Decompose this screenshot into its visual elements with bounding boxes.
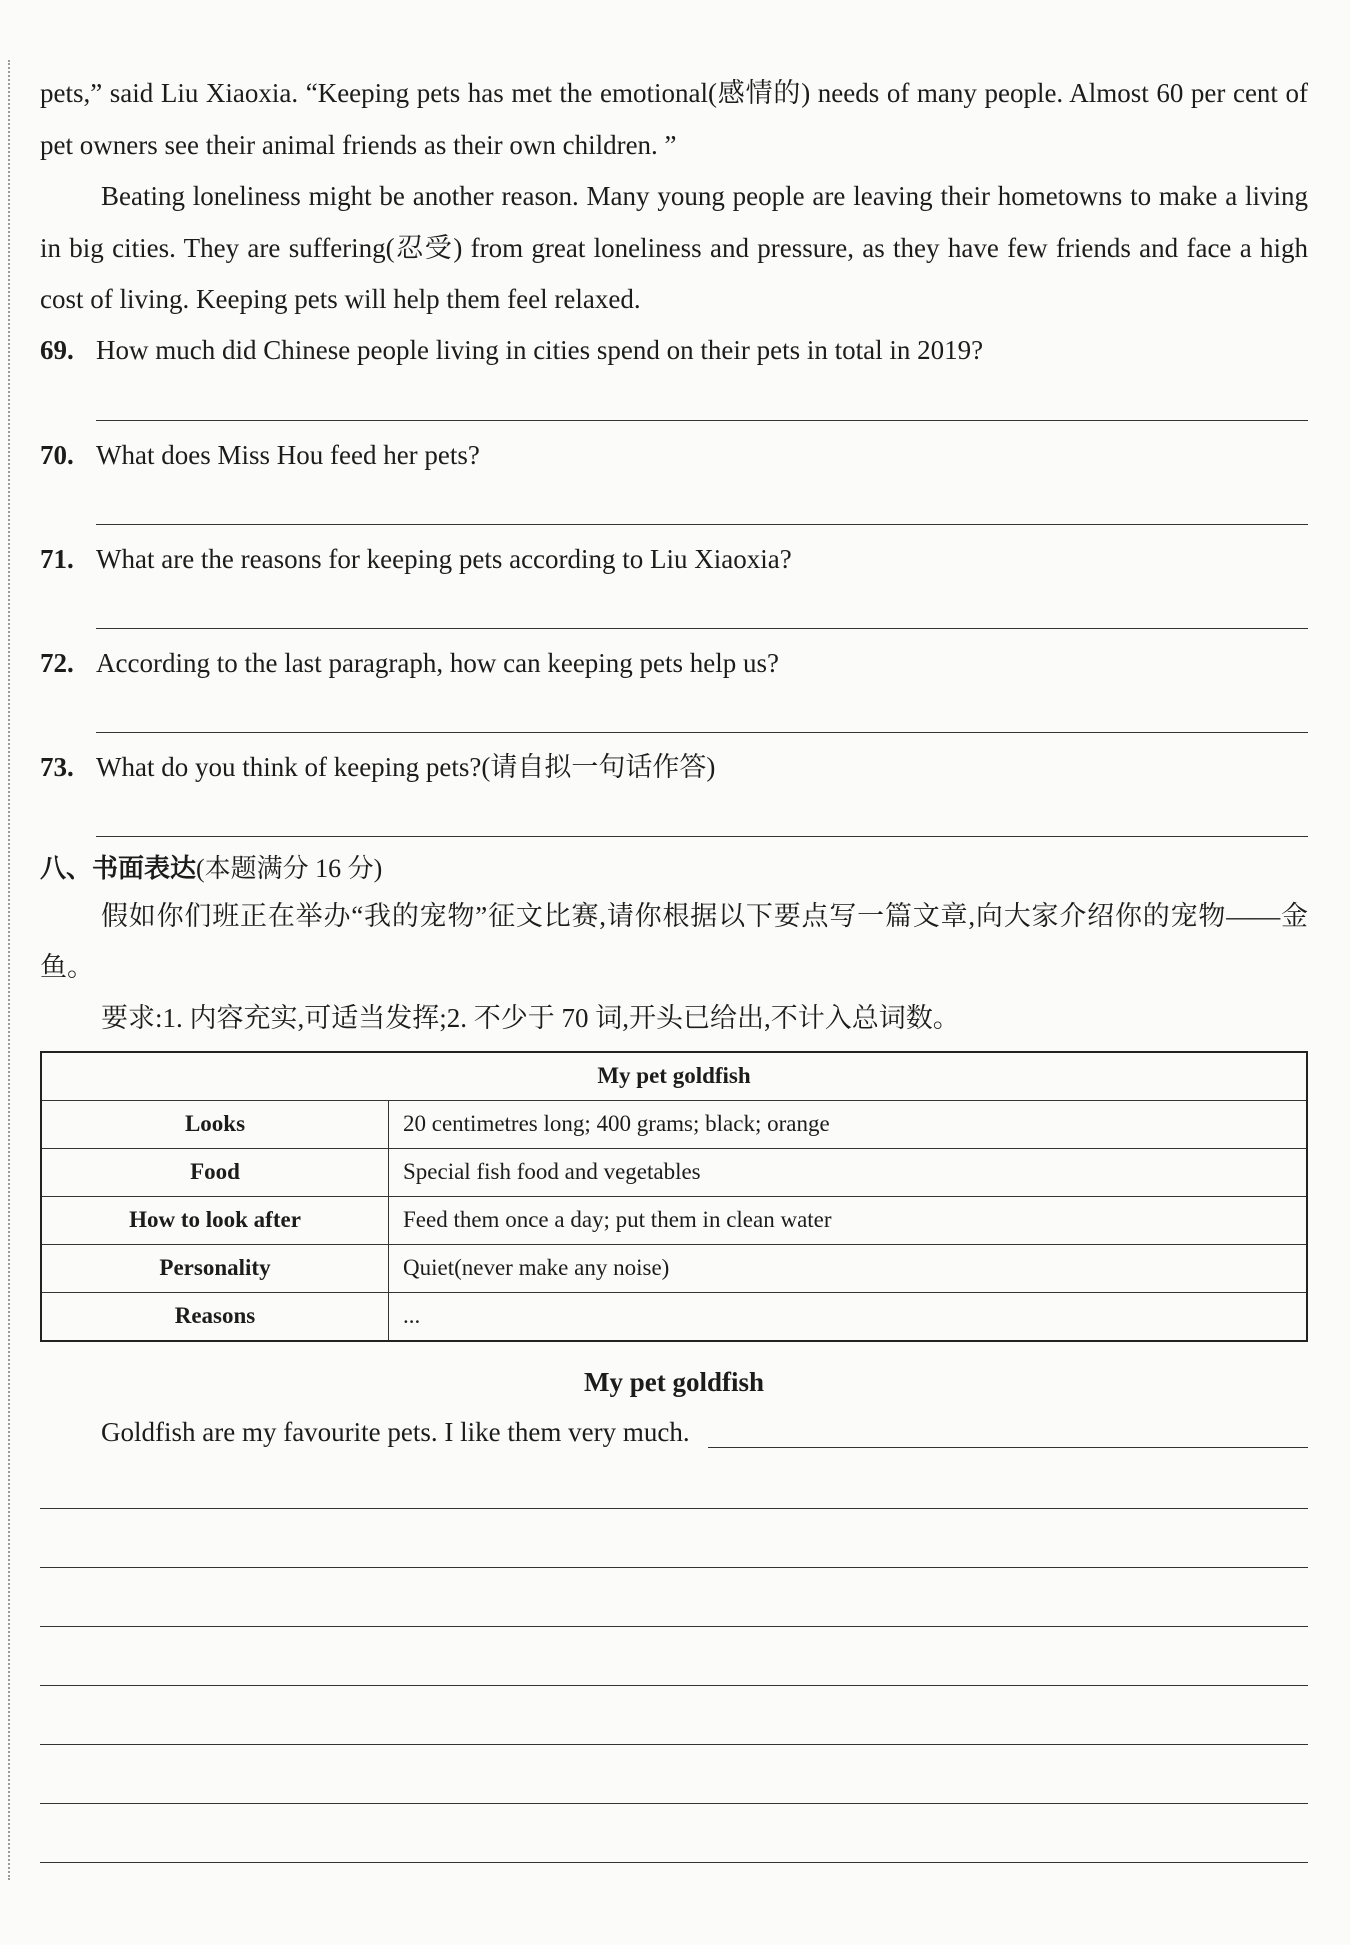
row-label: Food [41, 1148, 389, 1196]
row-label: Reasons [41, 1292, 389, 1341]
row-label: Personality [41, 1244, 389, 1292]
row-label: Looks [41, 1100, 389, 1148]
question-text: What do you think of keeping pets?(请自拟一句话作答) [96, 751, 716, 782]
question-73 [40, 747, 1308, 837]
essay-opening-line [40, 1412, 1308, 1452]
essay-opening-text: Goldfish are my favourite pets. I like them very much. [101, 1416, 690, 1447]
table-row [41, 1196, 1307, 1244]
essay-writing-line[interactable] [40, 1567, 1308, 1568]
essay-title: My pet goldfish [583, 1366, 764, 1397]
row-value: 20 centimetres long; 400 grams; black; orange [389, 1100, 1308, 1148]
answer-line-69[interactable] [96, 420, 1308, 421]
row-label: How to look after [41, 1196, 389, 1244]
question-number: 72. [40, 647, 74, 678]
essay-writing-line[interactable] [40, 1685, 1308, 1686]
table-row [41, 1244, 1307, 1292]
row-value: ... [389, 1292, 1308, 1341]
answer-line-72[interactable] [96, 732, 1308, 733]
goldfish-info-table [40, 1051, 1308, 1342]
table-row [41, 1100, 1307, 1148]
question-71 [40, 539, 1308, 629]
question-number: 73. [40, 751, 74, 782]
question-text: How much did Chinese people living in cities spend on their pets in total in 2019? [96, 334, 984, 365]
passage-paragraph-2: Beating loneliness might be another reason. Many young people are leaving their hometowns to make a living in big cities. They are suffering(忍受) from great loneliness and pressure, as they have few friends and face a high cost of living. Keeping pets will help them feel relaxed. [40, 181, 1308, 314]
row-value: Feed them once a day; put them in clean water [389, 1196, 1308, 1244]
page-content [40, 68, 1308, 1863]
question-number: 71. [40, 543, 74, 574]
question-text: What are the reasons for keeping pets according to Liu Xiaoxia? [96, 543, 792, 574]
essay-writing-line[interactable] [40, 1508, 1308, 1509]
row-value: Quiet(never make any noise) [389, 1244, 1308, 1292]
table-row [41, 1292, 1307, 1341]
row-value: Special fish food and vegetables [389, 1148, 1308, 1196]
essay-writing-line[interactable] [40, 1626, 1308, 1627]
question-number: 70. [40, 439, 74, 470]
question-number: 69. [40, 334, 74, 365]
answer-line-73[interactable] [96, 836, 1308, 837]
passage-paragraph-1: pets,” said Liu Xiaoxia. “Keeping pets has met the emotional(感情的) needs of many people. Almost 60 per cent of pet owners see their animal friends as their own children. ” [40, 78, 1308, 160]
question-72 [40, 643, 1308, 733]
question-70 [40, 435, 1308, 525]
table-title: My pet goldfish [41, 1052, 1307, 1101]
writing-section-heading [40, 847, 1308, 891]
section-score-note: (本题满分 16 分) [196, 853, 383, 883]
essay-writing-line[interactable] [40, 1862, 1308, 1863]
essay-writing-line[interactable] [40, 1803, 1308, 1804]
section-title: 八、书面表达 [40, 853, 197, 883]
table-header-row [41, 1052, 1307, 1101]
question-69 [40, 330, 1308, 421]
writing-requirements [40, 993, 1308, 1044]
answer-line-71[interactable] [96, 628, 1308, 629]
writing-prompt-text: 假如你们班正在举办“我的宠物”征文比赛,请你根据以下要点写一篇文章,向大家介绍你的宠物——金鱼。 [40, 900, 1308, 982]
essay-writing-line[interactable] [40, 1744, 1308, 1745]
table-row [41, 1148, 1307, 1196]
binding-margin-line [8, 60, 10, 1880]
question-text: According to the last paragraph, how can keeping pets help us? [96, 647, 780, 678]
writing-requirements-text: 要求:1. 内容充实,可适当发挥;2. 不少于 70 词,开头已给出,不计入总词数。 [101, 1002, 960, 1033]
answer-line-70[interactable] [96, 524, 1308, 525]
writing-prompt [40, 891, 1308, 993]
essay-writing-line[interactable] [708, 1447, 1308, 1448]
question-text: What does Miss Hou feed her pets? [96, 439, 480, 470]
